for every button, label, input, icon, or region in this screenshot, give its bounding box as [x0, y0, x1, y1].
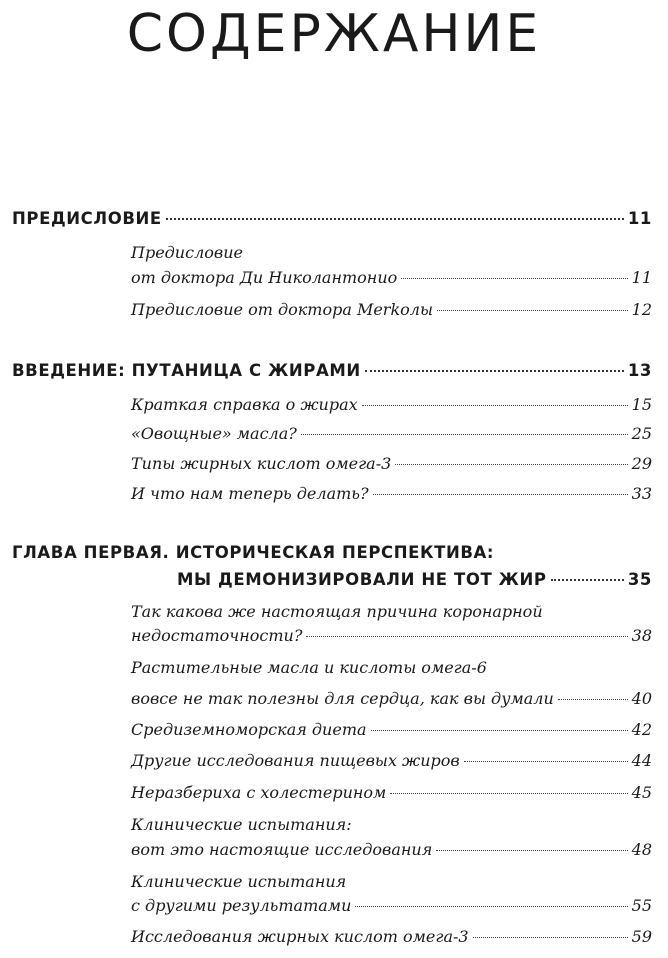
toc-entry[interactable]: [131, 454, 652, 473]
dot-leader: [355, 906, 627, 907]
toc-entry-line[interactable]: Предисловие: [131, 243, 243, 262]
toc-page-number: 13: [627, 361, 652, 380]
dot-leader: [390, 793, 627, 794]
toc-entry[interactable]: [131, 268, 652, 287]
toc-entry-line[interactable]: Клинические испытания:: [131, 815, 352, 834]
toc-entry[interactable]: [131, 689, 652, 708]
toc-entry-line[interactable]: Так какова же настоящая причина коронарной: [131, 602, 543, 621]
toc-page-number: 48: [631, 840, 652, 859]
toc-entry-label: Неразбериха с холестерином: [131, 783, 387, 802]
toc-entry-label: вовсе не так полезны для сердца, как вы думали: [131, 689, 554, 708]
dot-leader: [301, 434, 628, 435]
toc-entry[interactable]: [131, 395, 652, 414]
toc-section-label: ВВЕДЕНИЕ: ПУТАНИЦА С ЖИРАМИ: [12, 361, 361, 380]
page-title: СОДЕРЖАНИЕ: [126, 4, 542, 64]
toc-entry-line[interactable]: Растительные масла и кислоты омега-6: [131, 658, 487, 677]
toc-page-number: 55: [631, 896, 652, 915]
toc-entry-label: «Овощные» масла?: [131, 424, 297, 443]
dot-leader: [362, 405, 628, 406]
toc-entry-label: Типы жирных кислот омега-3: [131, 454, 392, 473]
toc-entry-label: с другими результатами: [131, 896, 352, 915]
toc-entry[interactable]: [131, 424, 652, 443]
toc-page-number: 59: [631, 927, 652, 946]
toc-section-heading[interactable]: [177, 570, 652, 589]
dot-leader: [306, 636, 627, 637]
dot-leader: [437, 310, 628, 311]
toc-entry[interactable]: [131, 840, 652, 859]
toc-page-number: 44: [631, 751, 652, 770]
toc-section-heading[interactable]: [12, 209, 652, 228]
toc-page-number: 42: [631, 720, 652, 739]
dot-leader: [373, 494, 628, 495]
toc-entry[interactable]: [131, 927, 652, 946]
toc-entry-label: Средиземноморская диета: [131, 720, 367, 739]
toc-page-number: 25: [631, 424, 652, 443]
toc-entry[interactable]: [131, 300, 652, 319]
toc-section-label: МЫ ДЕМОНИЗИРОВАЛИ НЕ ТОТ ЖИР: [177, 570, 547, 589]
dot-leader: [551, 579, 624, 581]
toc-entry[interactable]: [131, 720, 652, 739]
dot-leader: [365, 370, 624, 372]
toc-entry[interactable]: [131, 896, 652, 915]
toc-page-number: 40: [631, 689, 652, 708]
dot-leader: [464, 761, 628, 762]
toc-page-number: 11: [631, 268, 652, 287]
dot-leader: [401, 278, 627, 279]
toc-entry-label: недостаточности?: [131, 626, 303, 645]
dot-leader: [558, 699, 628, 700]
toc-chapter-title-line[interactable]: ГЛАВА ПЕРВАЯ. ИСТОРИЧЕСКАЯ ПЕРСПЕКТИВА:: [12, 543, 495, 562]
dot-leader: [166, 218, 624, 220]
toc-entry[interactable]: [131, 626, 652, 645]
dot-leader: [371, 730, 628, 731]
toc-page-number: 12: [631, 300, 652, 319]
toc-page-number: 11: [627, 209, 652, 228]
toc-entry-label: И что нам теперь делать?: [131, 484, 369, 503]
dot-leader: [436, 850, 627, 851]
toc-entry-label: Другие исследования пищевых жиров: [131, 751, 460, 770]
toc-entry[interactable]: [131, 751, 652, 770]
toc-entry-line[interactable]: Клинические испытания: [131, 872, 347, 891]
toc-entry-label: Исследования жирных кислот омега-3: [131, 927, 469, 946]
toc-entry[interactable]: [131, 484, 652, 503]
toc-entry[interactable]: [131, 783, 652, 802]
dot-leader: [473, 937, 628, 938]
toc-entry-label: Предисловие от доктора Merkолы: [131, 300, 433, 319]
toc-page-number: 15: [631, 395, 652, 414]
toc-section-label: ПРЕДИСЛОВИЕ: [12, 209, 162, 228]
toc-entry-label: от доктора Ди Николантонио: [131, 268, 398, 287]
dot-leader: [395, 464, 627, 465]
toc-page-number: 35: [627, 570, 652, 589]
toc-entry-label: вот это настоящие исследования: [131, 840, 433, 859]
toc-page-number: 38: [631, 626, 652, 645]
toc-page-number: 45: [631, 783, 652, 802]
toc-section-heading[interactable]: [12, 361, 652, 380]
toc-page-number: 33: [631, 484, 652, 503]
toc-entry-label: Краткая справка о жирах: [131, 395, 358, 414]
toc-page-number: 29: [631, 454, 652, 473]
